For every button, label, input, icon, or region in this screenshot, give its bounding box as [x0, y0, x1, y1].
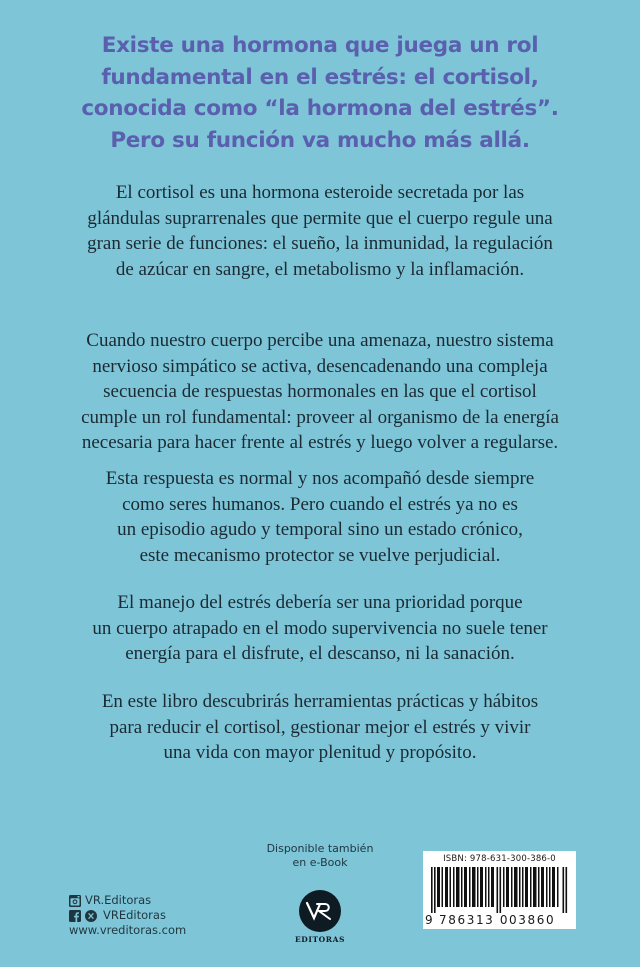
ebook-availability [230, 842, 410, 870]
paragraph-book-summary [0, 689, 640, 766]
website-link[interactable]: www.vreditoras.com [69, 923, 187, 937]
paragraph-line: gran serie de funciones: el sueño, la inmunidad, la regulación [87, 233, 553, 254]
x-icon [85, 910, 97, 922]
publisher-logo [272, 890, 368, 944]
paragraph-stress-response [0, 328, 640, 456]
paragraph-stress-management [0, 590, 640, 667]
paragraph-line: como seres humanos. Pero cuando el estrés ya no es [122, 493, 518, 515]
paragraph-line: este mecanismo protector se vuelve perjudicial. [139, 544, 501, 566]
headline [0, 30, 640, 156]
paragraph-line: un cuerpo atrapado en el modo supervivencia no suele tener [92, 617, 548, 639]
facebook-icon [69, 910, 81, 922]
headline-line: Pero su función va mucho más allá. [110, 127, 530, 153]
paragraph-line: Cuando nuestro cuerpo percibe una amenaza, nuestro sistema [86, 330, 554, 351]
paragraph-line: secuencia de respuestas hormonales en las que el cortisol [103, 381, 537, 402]
paragraph-line: nervioso simpático se activa, desencadenando una compleja [92, 355, 548, 377]
headline-line: Existe una hormona que juega un rol [101, 33, 539, 58]
instagram-handle[interactable]: VR.Editoras [85, 893, 152, 907]
paragraph-line: energía para el disfrute, el descanso, ni la sanación. [125, 643, 515, 664]
isbn-label: ISBN: 978-631-300-386-0 [443, 854, 556, 864]
barcode-icon [431, 867, 568, 913]
paragraph-chronic-stress [0, 466, 640, 568]
ebook-line: Disponible también [266, 842, 374, 855]
vr-monogram-icon [299, 890, 341, 932]
instagram-icon [69, 895, 81, 907]
isbn-first-digit: 9 [425, 913, 433, 927]
paragraph-line: El cortisol es una hormona esteroide secretada por las [115, 182, 525, 203]
instagram-row [69, 893, 186, 908]
paragraph-line: En este libro descubrirás herramientas prácticas y hábitos [101, 691, 539, 712]
paragraph-line: cumple un rol fundamental: proveer al organismo de la energía [81, 406, 559, 428]
ebook-line: en e-Book [292, 856, 348, 869]
isbn-remaining-digits: 786313 003860 [439, 913, 556, 927]
paragraph-line: Esta respuesta es normal y nos acompañó desde siempre [105, 468, 535, 489]
paragraph-line: un episodio agudo y temporal sino un estado crónico, [117, 519, 523, 540]
paragraph-line: glándulas suprarrenales que permite que el cuerpo regule una [87, 207, 553, 229]
paragraph-line: para reducir el cortisol, gestionar mejor el estrés y vivir [109, 716, 531, 738]
isbn-barcode [423, 851, 576, 929]
headline-line: conocida como “la hormona del estrés”. [81, 96, 559, 121]
facebook-x-row [69, 908, 186, 923]
paragraph-line: de azúcar en sangre, el metabolismo y la inflamación. [115, 258, 525, 280]
social-links [69, 893, 186, 938]
headline-line: fundamental en el estrés: el cortisol, [101, 64, 539, 90]
paragraph-line: una vida con mayor plenitud y propósito. [163, 742, 477, 763]
x-handle[interactable]: VREditoras [103, 908, 166, 922]
paragraph-line: El manejo del estrés debería ser una prioridad porque [117, 592, 523, 613]
logo-wordmark: EDITORAS [294, 935, 346, 944]
paragraph-cortisol-definition [0, 180, 640, 282]
paragraph-line: necesaria para hacer frente al estrés y luego volver a regularse. [81, 432, 559, 453]
